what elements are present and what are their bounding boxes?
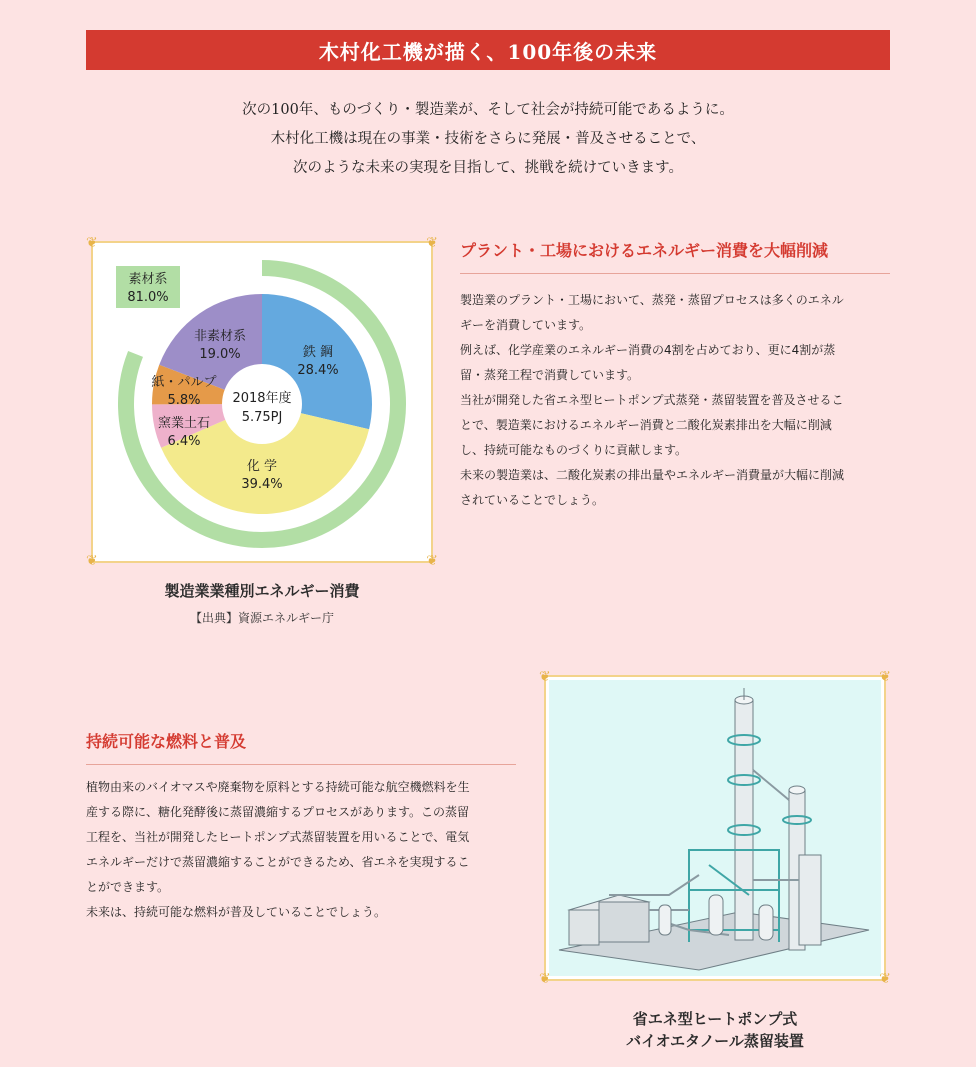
body-line: 製造業のプラント・工場において、蒸発・蒸留プロセスは多くのエネル (460, 293, 844, 307)
intro-line: 木村化工機は現在の事業・技術をさらに発展・普及させることで、 (270, 131, 706, 147)
slice-label-paper: 紙・パルプ (151, 375, 217, 390)
chart-caption: 製造業業種別エネルギー消費 (164, 582, 360, 600)
intro-line: 次のような未来の実現を目指して、挑戦を続けていきます。 (292, 160, 684, 176)
ornament-icon: ❦ (539, 971, 551, 987)
slice-label-chemical: 化 学 (246, 459, 278, 474)
slice-label-ceramics: 窯業土石 (157, 416, 211, 431)
ornament-icon: ❦ (426, 235, 438, 251)
slice-value-nonmaterial: 19.0% (199, 347, 241, 362)
page-banner (86, 30, 890, 70)
material-value: 81.0% (127, 290, 169, 305)
slice-value-ceramics: 6.4% (167, 434, 201, 449)
ornament-icon: ❦ (86, 235, 98, 251)
body-line: 当社が開発した省エネ型ヒートポンプ式蒸発・蒸留装置を普及させるこ (460, 393, 844, 407)
distillation-plant-illustration (549, 680, 881, 976)
body-line: とができます。 (86, 880, 170, 894)
section-body-fuel (86, 775, 470, 925)
ornament-icon: ❦ (539, 669, 551, 685)
body-line: 未来は、持続可能な燃料が普及していることでしょう。 (86, 905, 387, 919)
section-body-plant (460, 288, 844, 513)
intro-text (120, 96, 856, 183)
slice-label-nonmaterial: 非素材系 (193, 329, 247, 344)
slice-value-paper: 5.8% (167, 393, 201, 408)
plant-caption-line: 省エネ型ヒートポンプ式 (632, 1010, 798, 1028)
body-line: し、持続可能なものづくりに貢献します。 (460, 443, 688, 457)
body-line: 工程を、当社が開発したヒートポンプ式蒸留装置を用いることで、電気 (86, 830, 470, 844)
body-line: ギーを消費しています。 (460, 318, 592, 332)
body-line: 留・蒸発工程で消費しています。 (460, 368, 640, 382)
center-year: 2018年度 (232, 391, 292, 406)
slice-value-chemical: 39.4% (241, 477, 283, 492)
plant-caption-line: バイオエタノール蒸留装置 (626, 1032, 804, 1050)
section-divider (460, 273, 890, 274)
material-label: 素材系 (128, 272, 168, 287)
intro-line: 次の100年、ものづくり・製造業が、そして社会が持続可能であるように。 (242, 102, 734, 118)
body-line: 植物由来のバイオマスや廃棄物を原料とする持続可能な航空機燃料を生 (86, 780, 470, 794)
plant-caption (549, 1008, 881, 1052)
chart-frame (86, 235, 438, 569)
section-title-fuel: 持続可能な燃料と普及 (86, 732, 247, 751)
ornament-icon: ❦ (426, 553, 438, 569)
slice-label-steel: 鉄 鋼 (302, 345, 334, 360)
body-line: されていることでしょう。 (460, 493, 605, 507)
body-line: エネルギーだけで蒸留濃縮することができるため、省エネを実現するこ (86, 855, 470, 869)
body-line: 例えば、化学産業のエネルギー消費の4割を占めており、更に4割が蒸 (460, 343, 836, 357)
chart-source: 【出典】資源エネルギー庁 (189, 611, 334, 625)
banner-title: 木村化工機が描く、100年後の未来 (318, 39, 658, 64)
energy-pie-chart (96, 246, 428, 558)
ornament-icon: ❦ (879, 971, 891, 987)
body-line: とで、製造業におけるエネルギー消費と二酸化炭素排出を大幅に削減 (460, 418, 832, 432)
section-title-plant: プラント・工場におけるエネルギー消費を大幅削減 (460, 241, 829, 260)
slice-value-steel: 28.4% (297, 363, 339, 378)
center-total: 5.75PJ (241, 410, 283, 425)
plant-frame (539, 669, 891, 987)
body-line: 産する際に、糖化発酵後に蒸留濃縮するプロセスがあります。この蒸留 (86, 805, 470, 819)
section-divider (86, 764, 516, 765)
ornament-icon: ❦ (879, 669, 891, 685)
ornament-icon: ❦ (86, 553, 98, 569)
body-line: 未来の製造業は、二酸化炭素の排出量やエネルギー消費量が大幅に削減 (460, 468, 845, 482)
